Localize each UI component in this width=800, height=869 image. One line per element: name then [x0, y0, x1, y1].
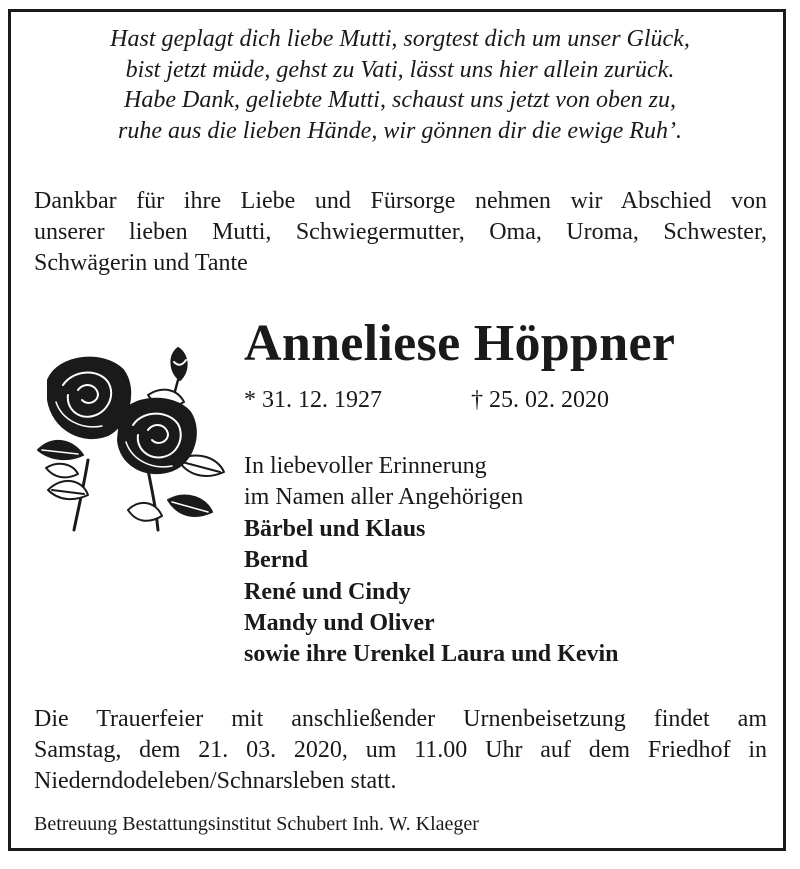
ceremony-line: Die Trauerfeier mit anschließender Urnenbeisetzung findet am: [34, 706, 767, 732]
intro-line: Dankbar für ihre Liebe und Fürsorge nehmen wir Abschied von: [34, 188, 767, 214]
ceremony-text: [34, 704, 767, 797]
roses-icon: [28, 340, 228, 535]
mourner-name: René und Cindy: [244, 578, 411, 605]
intro-text: [34, 186, 767, 279]
birth-date: * 31. 12. 1927: [244, 387, 382, 413]
ceremony-line: Niederndodeleben/Schnarsleben statt.: [34, 768, 397, 794]
poem-line: Habe Dank, geliebte Mutti, schaust uns jetzt von oben zu,: [124, 87, 676, 113]
intro-line: Schwägerin und Tante: [34, 250, 248, 276]
poem: [20, 24, 780, 146]
remembrance-line: In liebevoller Erinnerung: [244, 453, 487, 479]
mourner-name: Bärbel und Klaus: [244, 515, 426, 542]
poem-line: bist jetzt müde, gehst zu Vati, lässt uns hier allein zurück.: [125, 56, 675, 83]
intro-line: unserer lieben Mutti, Schwiegermutter, Oma, Uroma, Schwester,: [34, 219, 767, 245]
poem-line: ruhe aus die lieben Hände, wir gönnen dir die ewige Ruh’.: [118, 117, 682, 144]
mourner-name: Bernd: [244, 547, 309, 574]
family-block: [244, 451, 618, 671]
poem-line: Hast geplagt dich liebe Mutti, sorgtest dich um unser Glück,: [110, 26, 690, 52]
on-behalf-line: im Namen aller Angehörigen: [244, 484, 524, 511]
death-date: † 25. 02. 2020: [471, 387, 609, 413]
mourner-name: Mandy und Oliver: [244, 610, 435, 637]
mourner-name: sowie ihre Urenkel Laura und Kevin: [244, 641, 619, 668]
undertaker-credit: Betreuung Bestattungsinstitut Schubert Inh. W. Klaeger: [34, 813, 479, 835]
ceremony-line: Samstag, dem 21. 03. 2020, um 11.00 Uhr auf dem Friedhof in: [34, 737, 767, 763]
deceased-name: Anneliese Höppner: [244, 315, 676, 372]
